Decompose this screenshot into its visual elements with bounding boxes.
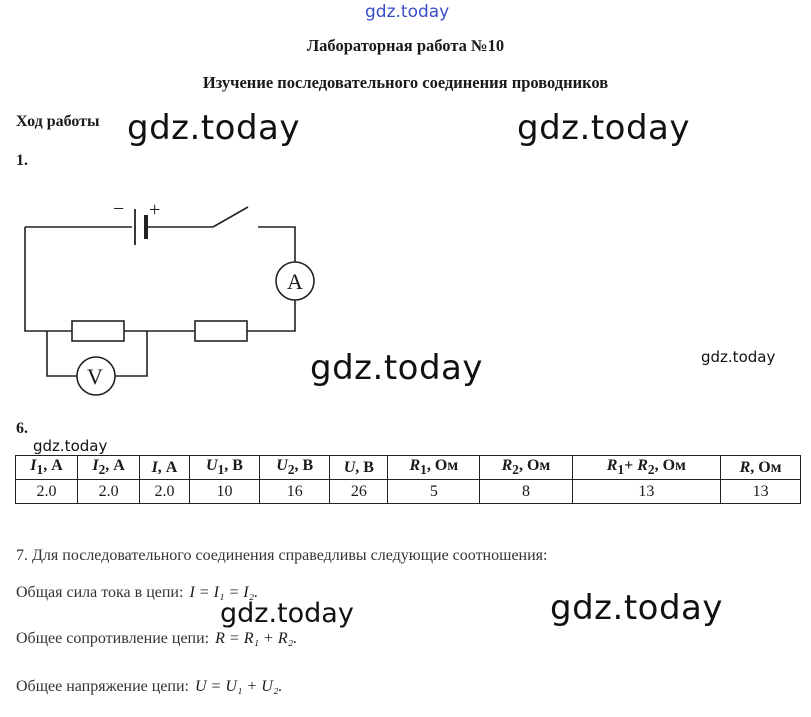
table-cell: 8	[480, 480, 572, 504]
header-u2: $U_2$, В	[260, 456, 330, 480]
watermark: gdz.today	[33, 437, 108, 455]
voltage-relation-formula: U = U₁ + U₂.	[195, 678, 283, 695]
table-cell: 13	[721, 480, 801, 504]
current-relation-label: Общая сила тока в цепи:	[16, 584, 184, 601]
header-r: R, Ом	[721, 456, 801, 480]
header-i: I, А	[140, 456, 190, 480]
table-cell: 2.0	[140, 480, 190, 504]
table-cell: 13	[572, 480, 721, 504]
watermark: gdz.today	[550, 588, 723, 628]
item-7-intro: 7. Для последовательного соединения справедливы следующие соотношения:	[16, 547, 548, 564]
header-i1: $I_1$, А	[16, 456, 78, 480]
watermark: gdz.today	[310, 348, 483, 388]
resistor-2	[195, 321, 247, 341]
page-subtitle: Изучение последовательного соединения проводников	[202, 73, 609, 92]
resistance-relation	[16, 630, 297, 648]
table-cell: 2.0	[16, 480, 78, 504]
current-relation-formula: I = I₁ = I₂.	[189, 584, 259, 601]
item-1-label: 1.	[16, 152, 28, 169]
table-cell: 10	[189, 480, 259, 504]
watermark: gdz.today	[220, 598, 354, 629]
table-cell: 5	[388, 480, 480, 504]
table-cell: 26	[330, 480, 388, 504]
page-title: Лабораторная работа №10	[306, 36, 505, 55]
header-u: U, В	[330, 456, 388, 480]
voltage-relation-label: Общее напряжение цепи:	[16, 678, 189, 695]
resistor-1	[72, 321, 124, 341]
switch-blade	[213, 207, 248, 227]
header-r2: $R_2$, Ом	[480, 456, 572, 480]
measurement-table	[15, 455, 801, 504]
table-cell: 16	[260, 480, 330, 504]
wire-ammeter-bottom	[247, 300, 295, 331]
resistance-relation-formula: R = R₁ + R₂.	[215, 630, 298, 647]
battery-plus-sign: +	[149, 199, 161, 221]
battery-minus-sign: −	[113, 198, 125, 220]
resistance-relation-label: Общее сопротивление цепи:	[16, 630, 210, 647]
header-r-sum: $R_1+ R_2$, Ом	[572, 456, 721, 480]
table-row	[16, 480, 801, 504]
wire-switch-right	[258, 227, 295, 262]
header-u1: $U_1$, В	[189, 456, 259, 480]
watermark: gdz.today	[701, 348, 776, 366]
voltage-relation	[16, 678, 282, 696]
watermark-top: gdz.today	[365, 2, 450, 22]
ammeter-label: A	[287, 269, 303, 294]
watermark: gdz.today	[127, 108, 300, 148]
watermark: gdz.today	[517, 108, 690, 148]
header-i2: $I_2$, А	[78, 456, 140, 480]
voltmeter-label: V	[87, 364, 103, 389]
wire-voltmeter-right	[115, 331, 147, 376]
table-cell: 2.0	[78, 480, 140, 504]
item-6-label: 6.	[16, 420, 28, 437]
table-header-row	[16, 456, 801, 480]
header-r1: $R_1$, Ом	[388, 456, 480, 480]
wire-resistor1-left	[25, 227, 72, 331]
section-progress-label: Ход работы	[16, 113, 100, 130]
